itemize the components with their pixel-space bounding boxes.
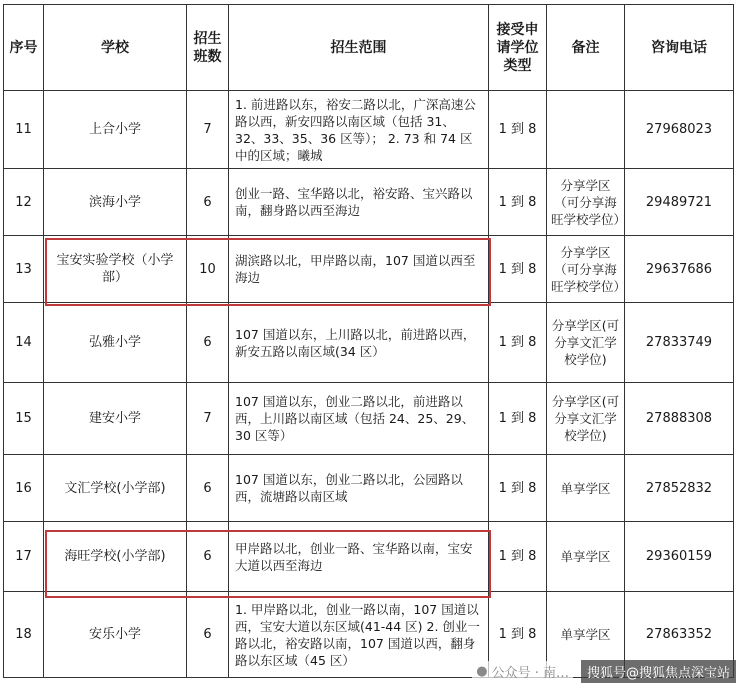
row-type: 1 到 8 bbox=[489, 522, 547, 592]
row-school: 宝安实验学校（小学部） bbox=[44, 236, 187, 303]
row-range: 1. 甲岸路以北，创业一路以南，107 国道以西，宝安大道以东区域(41-44 区) 2. 创业一路以北，裕安路以南，107 国道以西，翻身路以东区域（45 区） bbox=[229, 592, 489, 678]
row-range: 107 国道以东，创业二路以北，前进路以西，上川路以南区域（包括 24、25、29、30 区等） bbox=[229, 383, 489, 455]
table-row bbox=[4, 455, 734, 522]
row-type: 1 到 8 bbox=[489, 383, 547, 455]
table-row bbox=[4, 303, 734, 383]
row-phone: 27833749 bbox=[625, 303, 734, 383]
row-range: 甲岸路以北，创业一路、宝华路以南，宝安大道以西至海边 bbox=[229, 522, 489, 592]
row-note: 分享学区（可分享海旺学校学位） bbox=[547, 169, 625, 236]
enrollment-table bbox=[3, 4, 734, 678]
row-note: 分享学区(可分享文汇学校学位) bbox=[547, 303, 625, 383]
row-phone: 27863352 bbox=[625, 592, 734, 678]
header-range: 招生范围 bbox=[229, 5, 489, 91]
row-no: 14 bbox=[4, 303, 44, 383]
header-classes: 招生班数 bbox=[187, 5, 229, 91]
row-type: 1 到 8 bbox=[489, 91, 547, 169]
row-phone: 27888308 bbox=[625, 383, 734, 455]
row-classes: 7 bbox=[187, 91, 229, 169]
row-school: 海旺学校(小学部) bbox=[44, 522, 187, 592]
row-range: 创业一路、宝华路以北，裕安路、宝兴路以南，翻身路以西至海边 bbox=[229, 169, 489, 236]
header-school: 学校 bbox=[44, 5, 187, 91]
header-row bbox=[4, 5, 734, 91]
row-note: 分享学区(可分享文汇学校学位) bbox=[547, 383, 625, 455]
row-type: 1 到 8 bbox=[489, 592, 547, 678]
row-phone: 27968023 bbox=[625, 91, 734, 169]
row-no: 13 bbox=[4, 236, 44, 303]
row-phone: 29637686 bbox=[625, 236, 734, 303]
row-phone: 27852832 bbox=[625, 455, 734, 522]
header-phone: 咨询电话 bbox=[625, 5, 734, 91]
header-note: 备注 bbox=[547, 5, 625, 91]
table-row bbox=[4, 522, 734, 592]
row-no: 12 bbox=[4, 169, 44, 236]
row-note: 分享学区（可分享海旺学校学位） bbox=[547, 236, 625, 303]
row-no: 15 bbox=[4, 383, 44, 455]
wechat-watermark bbox=[472, 661, 573, 682]
sohu-watermark: 搜狐号@搜狐焦点深宝站 bbox=[581, 660, 736, 683]
row-note: 单享学区 bbox=[547, 522, 625, 592]
table-row bbox=[4, 169, 734, 236]
table-row bbox=[4, 383, 734, 455]
row-type: 1 到 8 bbox=[489, 236, 547, 303]
header-type: 接受申请学位类型 bbox=[489, 5, 547, 91]
row-no: 17 bbox=[4, 522, 44, 592]
row-classes: 6 bbox=[187, 522, 229, 592]
wechat-watermark-text: 公众号 · 南… bbox=[491, 666, 569, 681]
row-note: 单享学区 bbox=[547, 592, 625, 678]
row-type: 1 到 8 bbox=[489, 455, 547, 522]
row-range: 湖滨路以北，甲岸路以南，107 国道以西至海边 bbox=[229, 236, 489, 303]
row-classes: 6 bbox=[187, 303, 229, 383]
row-phone: 29360159 bbox=[625, 522, 734, 592]
row-classes: 7 bbox=[187, 383, 229, 455]
header-no: 序号 bbox=[4, 5, 44, 91]
row-classes: 10 bbox=[187, 236, 229, 303]
row-school: 文汇学校(小学部) bbox=[44, 455, 187, 522]
table-row bbox=[4, 91, 734, 169]
row-school: 安乐小学 bbox=[44, 592, 187, 678]
watermark bbox=[472, 660, 736, 683]
row-phone: 29489721 bbox=[625, 169, 734, 236]
row-no: 18 bbox=[4, 592, 44, 678]
wechat-icon: ● bbox=[476, 664, 488, 679]
row-note bbox=[547, 91, 625, 169]
row-type: 1 到 8 bbox=[489, 303, 547, 383]
row-classes: 6 bbox=[187, 169, 229, 236]
row-range: 107 国道以东，上川路以北，前进路以西，新安五路以南区域(34 区） bbox=[229, 303, 489, 383]
row-note: 单享学区 bbox=[547, 455, 625, 522]
row-range: 107 国道以东，创业二路以北，公园路以西，流塘路以南区域 bbox=[229, 455, 489, 522]
row-type: 1 到 8 bbox=[489, 169, 547, 236]
table-row bbox=[4, 236, 734, 303]
row-school: 建安小学 bbox=[44, 383, 187, 455]
row-no: 16 bbox=[4, 455, 44, 522]
row-school: 滨海小学 bbox=[44, 169, 187, 236]
row-school: 上合小学 bbox=[44, 91, 187, 169]
row-range: 1. 前进路以东，裕安二路以北，广深高速公路以西，新安四路以南区域（包括 31、32、33、35、36 区等）； 2. 73 和 74 区中的区域；曦城 bbox=[229, 91, 489, 169]
row-school: 弘雅小学 bbox=[44, 303, 187, 383]
row-classes: 6 bbox=[187, 592, 229, 678]
row-no: 11 bbox=[4, 91, 44, 169]
row-classes: 6 bbox=[187, 455, 229, 522]
